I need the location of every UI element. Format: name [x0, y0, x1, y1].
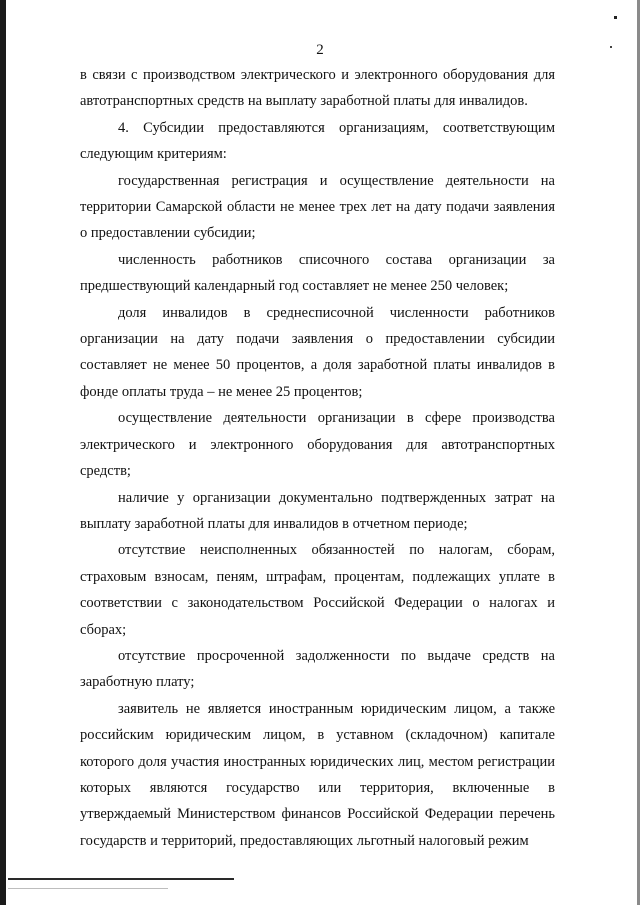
paragraph-item-4: 4. Субсидии предоставляются организациям, соответствующим следующим критериям:: [80, 119, 555, 163]
footer-rule: [8, 878, 234, 880]
paragraph-criterion: отсутствие неисполненных обязанностей по налогам, сборам, страховым взносам, пеням, штрафам, процентам, подлежащих уплате в соответствии с законодательством Российской Федерации о налогах и сборах;: [80, 542, 555, 638]
paragraph-criterion: осуществление деятельности организации в сфере производства электрического и электронного оборудования для автотранспортных средств;: [80, 410, 555, 480]
footer-rule-faint: [8, 888, 168, 889]
paragraph-criterion: наличие у организации документально подтвержденных затрат на выплату заработной платы для инвалидов в отчетном периоде;: [80, 489, 555, 532]
paragraph-criterion: отсутствие просроченной задолженности по выдаче средств на заработную плату;: [80, 647, 555, 691]
document-body: [80, 62, 555, 854]
scan-speck: [614, 16, 617, 19]
paragraph-continuation: в связи с производством электрического и электронного оборудования для автотранспортных средств на выплату заработной платы для инвалидов.: [80, 67, 555, 110]
paragraph-criterion: государственная регистрация и осуществление деятельности на территории Самарской области не менее трех лет на дату подачи заявления о предоставлении субсидии;: [80, 172, 555, 242]
scan-left-edge: [0, 0, 6, 905]
paragraph-criterion: заявитель не является иностранным юридическим лицом, а также российским юридическим лицом, в уставном (складочном) капитале которого доля участия иностранных юридических лиц, местом регистрации которых являются государство или территория, включенные в утверждаемый Министерством финансов Российской Федерации перечень государств и территорий, предоставляющих льготный налоговый режим: [80, 700, 555, 849]
paragraph-criterion: численность работников списочного состава организации за предшествующий календарный год составляет не менее 250 человек;: [80, 251, 555, 295]
scan-speck: [610, 46, 612, 48]
paragraph-criterion: доля инвалидов в среднесписочной численности работников организации на дату подачи заявления о предоставлении субсидии составляет не менее 50 процентов, а доля заработной платы инвалидов в фонде оплаты труда – не менее 25 процентов;: [80, 304, 555, 400]
page-number: 2: [316, 42, 324, 58]
